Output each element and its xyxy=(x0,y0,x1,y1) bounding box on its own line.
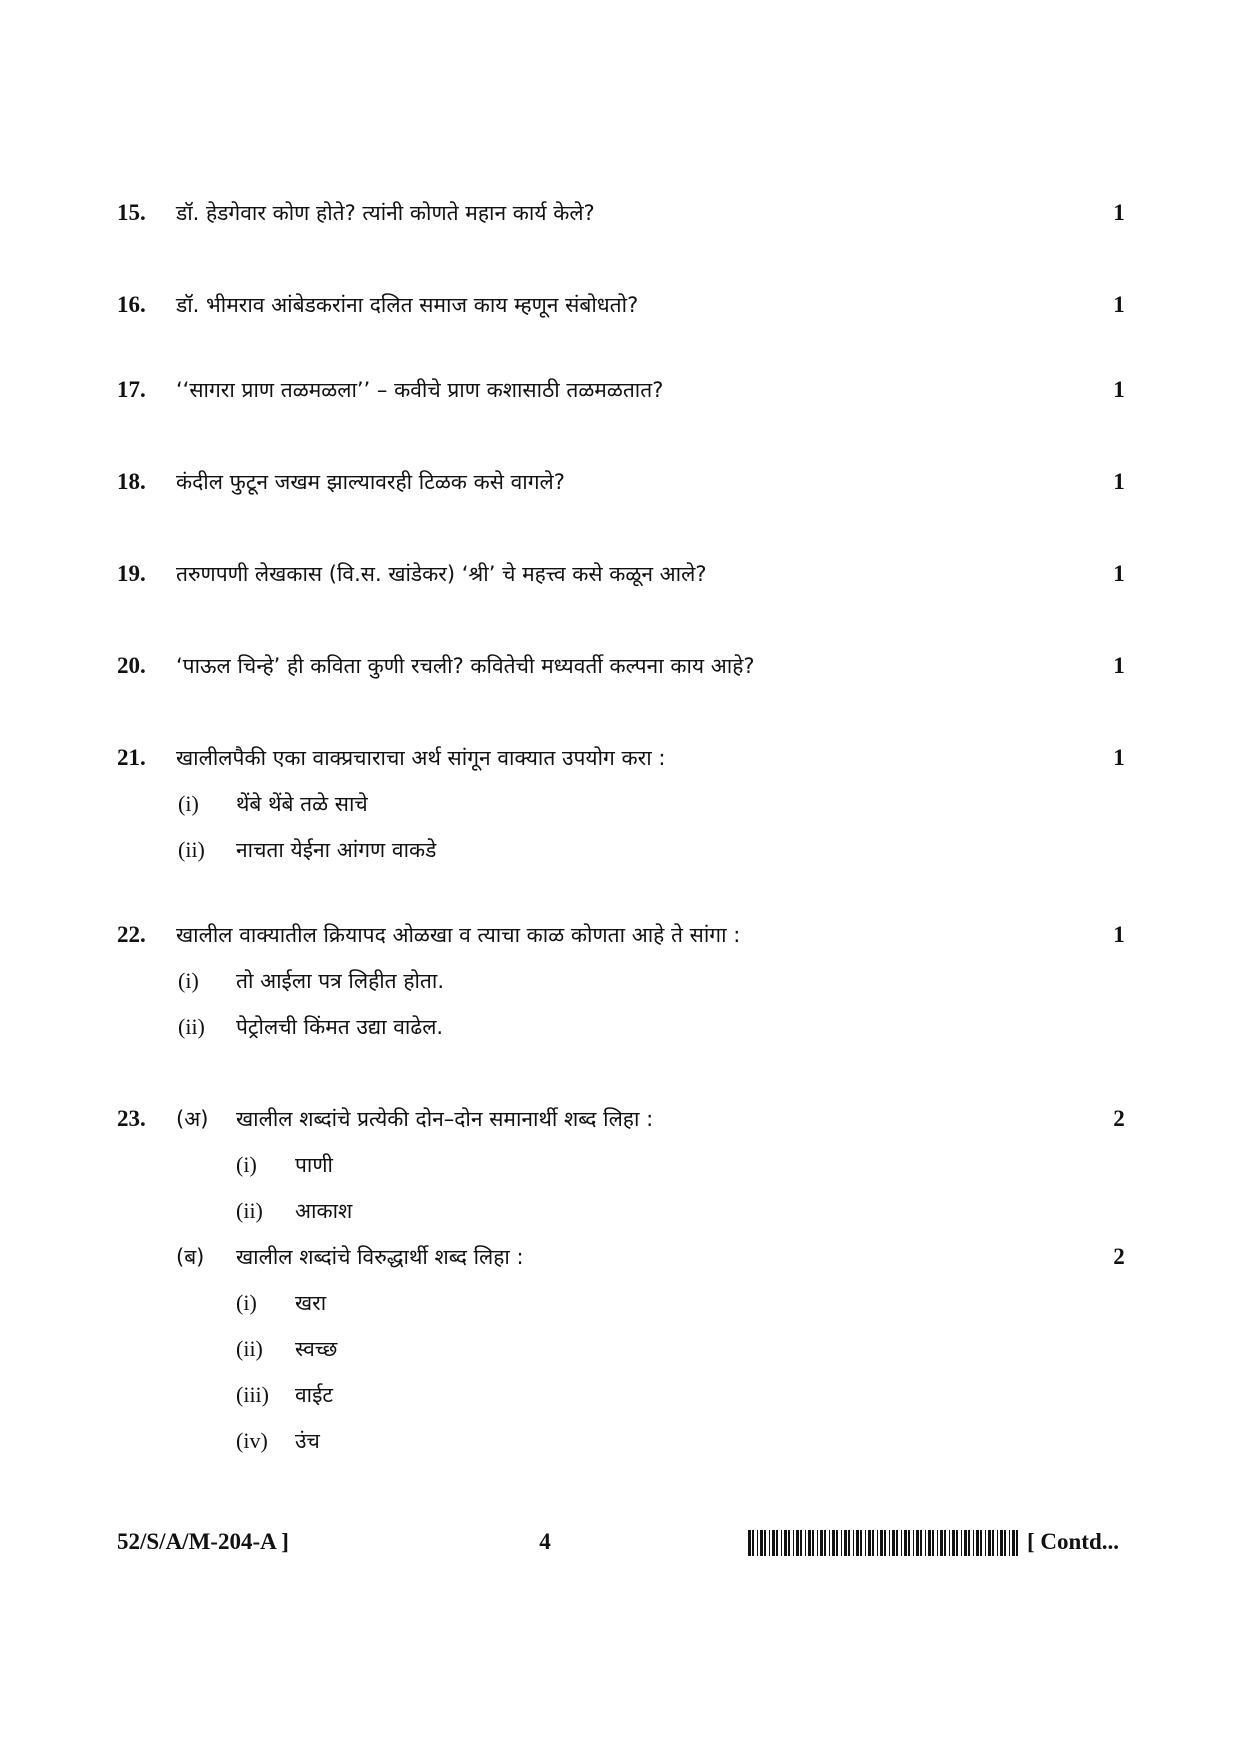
question-number: 19. xyxy=(117,561,146,586)
barcode-icon xyxy=(748,1530,1023,1556)
question-number: 23. xyxy=(117,1106,146,1131)
question-number: 16. xyxy=(117,292,146,317)
question-23-part-b xyxy=(0,1237,1240,1277)
question-21 xyxy=(0,738,1240,778)
item-text: पेट्रोलची किंमत उद्या वाढेल. xyxy=(236,1015,444,1039)
paper-code: 52/S/A/M-204-A ] xyxy=(117,1529,289,1554)
question-19 xyxy=(0,554,1240,594)
question-text: तरुणपणी लेखकास (वि.स. खांडेकर) ‘श्री’ चे महत्त्व कसे कळून आले? xyxy=(176,562,707,586)
item-roman: (iv) xyxy=(236,1428,268,1453)
item-text: उंच xyxy=(295,1429,320,1453)
question-text: ‘‘सागरा प्राण तळमळला’’ – कवीचे प्राण कशासाठी तळमळतात? xyxy=(176,378,664,402)
question-marks: 1 xyxy=(1113,561,1125,586)
question-17 xyxy=(0,370,1240,410)
subpart-text: खालील शब्दांचे विरुद्धार्थी शब्द लिहा : xyxy=(236,1245,524,1269)
subpart-text: खालील शब्दांचे प्रत्येकी दोन–दोन समानार्थी शब्द लिहा : xyxy=(236,1107,654,1131)
item-text: वाईट xyxy=(295,1383,334,1407)
question-number: 21. xyxy=(117,745,146,770)
question-marks: 1 xyxy=(1113,745,1125,770)
question-number: 20. xyxy=(117,653,146,678)
item-text: स्वच्छ xyxy=(295,1337,338,1361)
item-roman: (i) xyxy=(236,1152,257,1177)
item-text: तो आईला पत्र लिहीत होता. xyxy=(236,969,444,993)
question-number: 15. xyxy=(117,200,146,225)
subpart-label: (अ) xyxy=(176,1107,209,1131)
question-marks: 1 xyxy=(1113,377,1125,402)
continued-label: [ Contd... xyxy=(1027,1529,1120,1554)
item-text: थेंबे थेंबे तळे साचे xyxy=(236,792,368,816)
question-number: 17. xyxy=(117,377,146,402)
question-number: 18. xyxy=(117,469,146,494)
item-roman: (ii) xyxy=(236,1336,263,1361)
question-text: खालील वाक्यातील क्रियापद ओळखा व त्याचा काळ कोणता आहे ते सांगा : xyxy=(176,923,741,947)
question-number: 22. xyxy=(117,922,146,947)
question-marks: 1 xyxy=(1113,200,1125,225)
question-marks: 1 xyxy=(1113,653,1125,678)
subpart-marks: 2 xyxy=(1113,1244,1125,1269)
question-15 xyxy=(0,193,1240,233)
question-text: कंदील फुटून जखम झाल्यावरही टिळक कसे वागले? xyxy=(176,470,565,494)
item-roman: (iii) xyxy=(236,1382,269,1407)
question-16 xyxy=(0,285,1240,325)
item-text: आकाश xyxy=(295,1199,353,1223)
item-roman: (ii) xyxy=(178,837,205,862)
question-20 xyxy=(0,646,1240,686)
item-text: नाचता येईना आंगण वाकडे xyxy=(236,838,437,862)
item-text: खरा xyxy=(295,1291,327,1315)
question-marks: 1 xyxy=(1113,292,1125,317)
question-marks: 1 xyxy=(1113,469,1125,494)
subpart-label: (ब) xyxy=(176,1245,205,1269)
question-23 xyxy=(0,1099,1240,1139)
item-roman: (i) xyxy=(178,968,199,993)
item-roman: (ii) xyxy=(178,1014,205,1039)
question-text: डॉ. भीमराव आंबेडकरांना दलित समाज काय म्हणून संबोधतो? xyxy=(176,293,639,317)
question-text: ‘पाऊल चिन्हे’ ही कविता कुणी रचली? कवितेची मध्यवर्ती कल्पना काय आहे? xyxy=(176,654,755,678)
item-roman: (i) xyxy=(178,791,199,816)
question-18 xyxy=(0,462,1240,502)
question-text: डॉ. हेडगेवार कोण होते? त्यांनी कोणते महान कार्य केले? xyxy=(176,201,595,225)
page-number: 4 xyxy=(539,1529,551,1554)
question-22 xyxy=(0,915,1240,955)
item-roman: (i) xyxy=(236,1290,257,1315)
subpart-marks: 2 xyxy=(1113,1106,1125,1131)
question-marks: 1 xyxy=(1113,922,1125,947)
item-roman: (ii) xyxy=(236,1198,263,1223)
question-text: खालीलपैकी एका वाक्प्रचाराचा अर्थ सांगून वाक्यात उपयोग करा : xyxy=(176,746,666,770)
item-text: पाणी xyxy=(295,1153,333,1177)
